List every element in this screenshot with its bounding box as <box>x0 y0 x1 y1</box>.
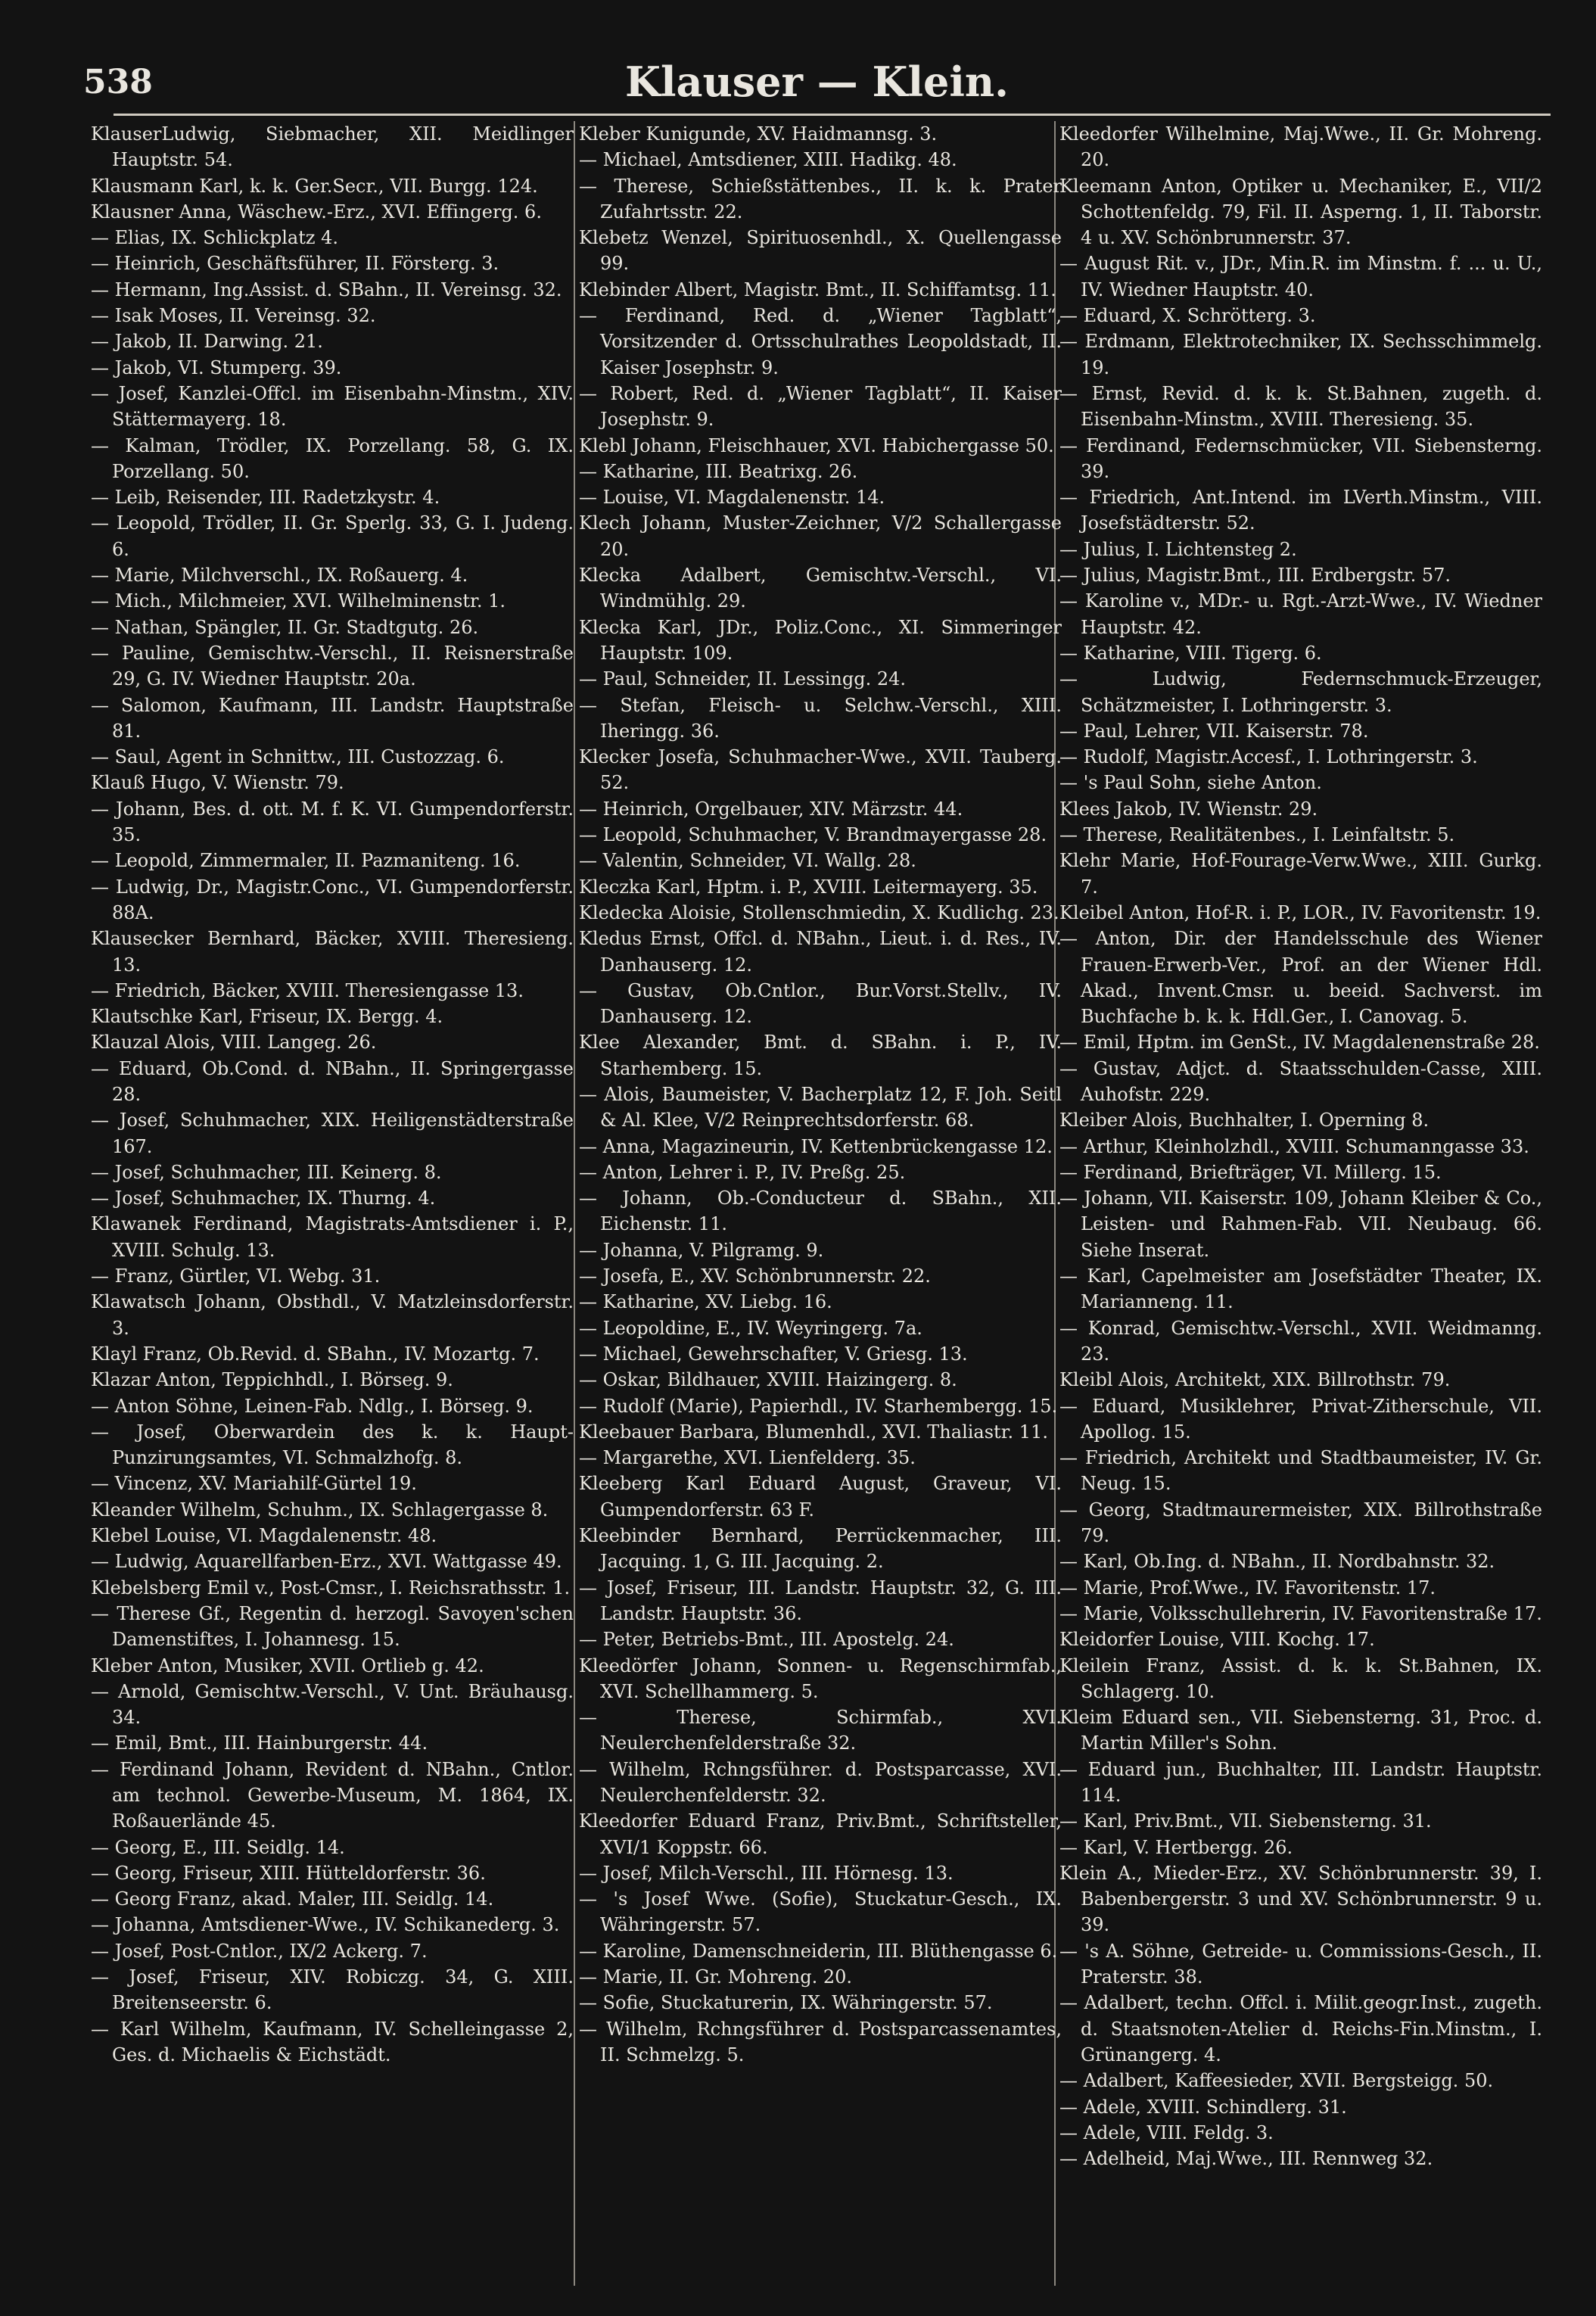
directory-entry: — Karl, V. Hertbergg. 26. <box>1059 1836 1293 1858</box>
directory-entry: — Johann, Bes. d. ott. M. f. K. VI. Gumpendorferstr. 35. <box>91 798 574 846</box>
directory-entry: — Katharine, III. Beatrixg. 26. <box>579 460 858 482</box>
directory-entry: — Ludwig, Dr., Magistr.Conc., VI. Gumpendorferstr. 88A. <box>91 876 574 923</box>
directory-entry: — Nathan, Spängler, II. Gr. Stadtgutg. 26. <box>91 616 479 638</box>
directory-entry: — Therese, Schießstättenbes., II. k. k. Prater Zufahrtsstr. 22. <box>579 175 1062 223</box>
directory-entry: Kleibl Alois, Architekt, XIX. Billrothstr. 79. <box>1059 1369 1451 1391</box>
directory-entry: — Josef, Schuhmacher, III. Keinerg. 8. <box>91 1161 442 1183</box>
directory-entry: — Johann, Ob.-Conducteur d. SBahn., XII. Eichenstr. 11. <box>579 1188 1062 1235</box>
directory-entry: Kleber Anton, Musiker, XVII. Ortlieb g. 42. <box>91 1655 484 1676</box>
directory-entry: — Vincenz, XV. Mariahilf-Gürtel 19. <box>91 1473 417 1495</box>
directory-entry: — Emil, Bmt., III. Hainburgerstr. 44. <box>91 1732 428 1754</box>
directory-entry: — Josef, Oberwardein des k. k. Haupt-Punzirungsamtes, VI. Schmalzhofg. 8. <box>91 1421 574 1469</box>
directory-entry: — Georg, Stadtmaurermeister, XIX. Billrothstraße 79. <box>1059 1499 1542 1547</box>
directory-entry: — Johann, VII. Kaiserstr. 109, Johann Kleiber & Co., Leisten- und Rahmen-Fab. VII. Neubaug. 66. Siehe Inserat. <box>1059 1188 1542 1261</box>
directory-entry: — Adalbert, Kaffeesieder, XVII. Bergsteigg. 50. <box>1059 2070 1494 2092</box>
directory-entry: — Erdmann, Elektrotechniker, IX. Sechsschimmelg. 19. <box>1059 331 1542 378</box>
directory-entry: Kleedorfer Wilhelmine, Maj.Wwe., II. Gr. Mohreng. 20. <box>1059 123 1542 171</box>
directory-entry: — Karl Wilhelm, Kaufmann, IV. Schelleingasse 2, Ges. d. Michaelis & Eichstädt. <box>91 2018 574 2065</box>
directory-entry: — Wilhelm, Rchngsführer d. Postsparcassenamtes, II. Schmelzg. 5. <box>579 2018 1062 2065</box>
directory-entry: — Hermann, Ing.Assist. d. SBahn., II. Vereinsg. 32. <box>91 279 562 300</box>
directory-entry: Klech Johann, Muster-Zeichner, V/2 Schallergasse 20. <box>579 512 1062 560</box>
directory-entry: — Josefa, E., XV. Schönbrunnerstr. 22. <box>579 1265 931 1287</box>
directory-entry: — Karl, Capelmeister am Josefstädter Theater, IX. Marianneng. 11. <box>1059 1265 1542 1313</box>
directory-entry: Kledus Ernst, Offcl. d. NBahn., Lieut. i. d. Res., IV. Danhauserg. 12. <box>579 928 1062 976</box>
directory-entry: — Ferdinand, Federnschmücker, VII. Siebensterng. 39. <box>1059 434 1542 482</box>
directory-entry: — 's Josef Wwe. (Sofie), Stuckatur-Gesch., IX. Währingerstr. 57. <box>579 1888 1062 1936</box>
directory-entry: — Michael, Amtsdiener, XIII. Hadikg. 48. <box>579 149 957 171</box>
directory-entry: Klebelsberg Emil v., Post-Cmsr., I. Reichsrathsstr. 1. <box>91 1577 571 1598</box>
directory-entry: — Robert, Red. d. „Wiener Tagblatt“, II. Kaiser Josephstr. 9. <box>579 382 1062 431</box>
directory-entry: Klauß Hugo, V. Wienstr. 79. <box>91 772 344 794</box>
directory-entry: — Karl, Priv.Bmt., VII. Siebensterng. 31. <box>1059 1810 1432 1832</box>
directory-entry: — Saul, Agent in Schnittw., III. Custozzag. 6. <box>91 746 505 768</box>
directory-entry: — Paul, Schneider, II. Lessingg. 24. <box>579 668 907 690</box>
directory-entry: — Heinrich, Geschäftsführer, II. Försterg. 3. <box>91 253 499 275</box>
directory-entry: — Ferdinand Johann, Revident d. NBahn., Cntlor. am technol. Gewerbe-Museum, M. 1864, IX. Roßauerlände 45. <box>91 1758 574 1832</box>
directory-entry: Klein A., Mieder-Erz., XV. Schönbrunnerstr. 39, I. Babenbergerstr. 3 und XV. Schönbrunnerstr. 9 u. 39. <box>1059 1862 1542 1936</box>
column-left <box>91 121 574 2301</box>
directory-entry: Kleebauer Barbara, Blumenhdl., XVI. Thaliastr. 11. <box>579 1421 1048 1443</box>
directory-entry: — Stefan, Fleisch- u. Selchw.-Verschl., XIII. Iheringg. 36. <box>579 694 1062 742</box>
directory-entry: Kleedörfer Johann, Sonnen- u. Regenschirmfab., XVI. Schellhammerg. 5. <box>579 1655 1062 1702</box>
directory-entry: — Eduard, Ob.Cond. d. NBahn., II. Springergasse 28. <box>91 1057 574 1105</box>
directory-entry: Klehr Marie, Hof-Fourage-Verw.Wwe., XIII. Gurkg. 7. <box>1059 850 1542 898</box>
directory-entry: — Arthur, Kleinholzhdl., XVIII. Schumanngasse 33. <box>1059 1135 1529 1157</box>
directory-entry: — Josef, Milch-Verschl., III. Hörnesg. 13. <box>579 1862 954 1884</box>
directory-entry: — Therese, Realitätenbes., I. Leinfaltstr. 5. <box>1059 824 1455 846</box>
directory-entry: — Leopoldine, E., IV. Weyringerg. 7a. <box>579 1317 922 1339</box>
directory-entry: — Leopold, Zimmermaler, II. Pazmaniteng. 16. <box>91 850 521 872</box>
directory-entry: — Eduard, Musiklehrer, Privat-Zitherschule, VII. Apollog. 15. <box>1059 1395 1542 1443</box>
page-header <box>83 44 1551 120</box>
directory-entry: Klausner Anna, Wäschew.-Erz., XVI. Effingerg. 6. <box>91 201 542 223</box>
directory-entry: — 's A. Söhne, Getreide- u. Commissions-Gesch., II. Praterstr. 38. <box>1059 1940 1542 1988</box>
directory-entry: Kleibel Anton, Hof-R. i. P., LOR., IV. Favoritenstr. 19. <box>1059 901 1542 923</box>
directory-entry: — Ernst, Revid. d. k. k. St.Bahnen, zugeth. d. Eisenbahn-Minstm., XVIII. Theresieng. 35. <box>1059 382 1542 431</box>
directory-entry: Klausecker Bernhard, Bäcker, XVIII. Theresieng. 13. <box>91 928 574 976</box>
directory-entry: Klauzal Alois, VIII. Langeg. 26. <box>91 1032 377 1054</box>
directory-entry: — Josef, Post-Cntlor., IX/2 Ackerg. 7. <box>91 1940 428 1962</box>
directory-entry: Klawanek Ferdinand, Magistrats-Amtsdiener i. P., XVIII. Schulg. 13. <box>91 1213 574 1261</box>
directory-entry: Klayl Franz, Ob.Revid. d. SBahn., IV. Mozartg. 7. <box>91 1343 540 1365</box>
directory-entry: — Kalman, Trödler, IX. Porzellang. 58, G. IX. Porzellang. 50. <box>91 434 574 482</box>
directory-entry: Klees Jakob, IV. Wienstr. 29. <box>1059 798 1318 820</box>
directory-entry: — Julius, Magistr.Bmt., III. Erdbergstr. 57. <box>1059 565 1451 587</box>
directory-entry: — Alois, Baumeister, V. Bacherplatz 12, F. Joh. Seitl & Al. Klee, V/2 Reinprechtsdorferstr. 68. <box>579 1083 1062 1132</box>
directory-entry: — Sofie, Stuckaturerin, IX. Währingerstr. 57. <box>579 1992 993 2014</box>
directory-entry: — Katharine, XV. Liebg. 16. <box>579 1291 832 1313</box>
directory-entry: — Anton, Lehrer i. P., IV. Preßg. 25. <box>579 1161 906 1183</box>
directory-entry: — Gustav, Adjct. d. Staatsschulden-Casse, XIII. Auhofstr. 229. <box>1059 1057 1542 1105</box>
directory-entry: — Therese Gf., Regentin d. herzogl. Savoyen'schen Damenstiftes, I. Johannesg. 15. <box>91 1602 574 1651</box>
directory-entry: — Ferdinand, Red. d. „Wiener Tagblatt“, Vorsitzender d. Ortsschulrathes Leopoldstadt, II. Kaiser Josephstr. 9. <box>579 305 1062 378</box>
directory-entry: — Georg, Friseur, XIII. Hütteldorferstr. 36. <box>91 1862 486 1884</box>
directory-entry: Klebinder Albert, Magistr. Bmt., II. Schiffamtsg. 11. <box>579 279 1056 300</box>
directory-entry: Kleedorfer Eduard Franz, Priv.Bmt., Schriftsteller, XVI/1 Koppstr. 66. <box>579 1810 1062 1858</box>
directory-entry: Klee Alexander, Bmt. d. SBahn. i. P., IV. Starhemberg. 15. <box>579 1032 1062 1079</box>
directory-entry: — Ludwig, Aquarellfarben-Erz., XVI. Wattgasse 49. <box>91 1551 562 1573</box>
directory-entry: — Isak Moses, II. Vereinsg. 32. <box>91 305 376 327</box>
directory-entry: — Rudolf, Magistr.Accesf., I. Lothringerstr. 3. <box>1059 746 1478 768</box>
directory-entry: Klawatsch Johann, Obsthdl., V. Matzleinsdorferstr. 3. <box>91 1291 574 1339</box>
directory-entry: Kleber Kunigunde, XV. Haidmannsg. 3. <box>579 123 938 145</box>
directory-entry: Kledecka Aloisie, Stollenschmiedin, X. Kudlichg. 23. <box>579 901 1059 923</box>
directory-entry: — Anton, Dir. der Handelsschule des Wiener Frauen-Erwerb-Ver., Prof. an der Wiener Hdl. Akad., Invent.Cmsr. u. beeid. Sachverst. im Buchfache b. k. k. Hdl.Ger., I. Canovag. 5. <box>1059 928 1542 1028</box>
directory-entry: — Josef, Schuhmacher, IX. Thurng. 4. <box>91 1188 436 1209</box>
directory-entry: — Georg Franz, akad. Maler, III. Seidlg. 14. <box>91 1888 494 1910</box>
directory-entry: Kleeberg Karl Eduard August, Graveur, VI. Gumpendorferstr. 63 F. <box>579 1473 1062 1521</box>
directory-entry: — Karoline, Damenschneiderin, III. Blüthengasse 6. <box>579 1940 1058 1962</box>
directory-entry: Kleiber Alois, Buchhalter, I. Operning 8. <box>1059 1110 1430 1132</box>
directory-entry: Klebetz Wenzel, Spirituosenhdl., X. Quellengasse 99. <box>579 227 1062 275</box>
directory-entry: Klebl Johann, Fleischhauer, XVI. Habichergasse 50. <box>579 434 1054 456</box>
directory-entry: — 's Paul Sohn, siehe Anton. <box>1059 772 1322 794</box>
directory-entry: — Mich., Milchmeier, XVI. Wilhelminenstr. 1. <box>91 590 506 612</box>
directory-entry: — Valentin, Schneider, VI. Wallg. 28. <box>579 850 916 872</box>
directory-entry: — Michael, Gewehrschafter, V. Griesg. 13. <box>579 1343 968 1365</box>
directory-entry: — Josef, Friseur, III. Landstr. Hauptstr. 32, G. III. Landstr. Hauptstr. 36. <box>579 1577 1062 1624</box>
directory-entry: Kleander Wilhelm, Schuhm., IX. Schlagergasse 8. <box>91 1499 549 1521</box>
directory-entry: — Adalbert, techn. Offcl. i. Milit.geogr.Inst., zugeth. d. Staatsnoten-Atelier d. Reichs-Fin.Minstm., I. Grünangerg. 4. <box>1059 1992 1542 2065</box>
directory-entry: — Adele, XVIII. Schindlerg. 31. <box>1059 2096 1347 2118</box>
directory-entry: — Friedrich, Architekt und Stadtbaumeister, IV. Gr. Neug. 15. <box>1059 1447 1542 1495</box>
directory-entry: Kleczka Karl, Hptm. i. P., XVIII. Leitermayerg. 35. <box>579 876 1038 898</box>
directory-entry: — Karoline v., MDr.- u. Rgt.-Arzt-Wwe., IV. Wiedner Hauptstr. 42. <box>1059 590 1542 638</box>
directory-entry: — Josef, Schuhmacher, XIX. Heiligenstädterstraße 167. <box>91 1110 574 1157</box>
column-right <box>1059 121 1542 2301</box>
directory-entry: KlauserLudwig, Siebmacher, XII. Meidlinger Hauptstr. 54. <box>91 123 574 171</box>
directory-entry: — Johanna, V. Pilgramg. 9. <box>579 1239 824 1261</box>
directory-entry: — Rudolf (Marie), Papierhdl., IV. Starhembergg. 15. <box>579 1395 1058 1417</box>
directory-entry: — Adelheid, Maj.Wwe., III. Rennweg 32. <box>1059 2148 1433 2170</box>
directory-entry: Kleemann Anton, Optiker u. Mechaniker, E., VII/2 Schottenfeldg. 79, Fil. II. Asperng. 1, II. Taborstr. 4 u. XV. Schönbrunnerstr. 37. <box>1059 175 1542 249</box>
directory-entry: Kleebinder Bernhard, Perrückenmacher, III. Jacquing. 1, G. III. Jacquing. 2. <box>579 1525 1062 1573</box>
directory-entry: Klecka Adalbert, Gemischtw.-Verschl., VI. Windmühlg. 29. <box>579 565 1062 612</box>
column-divider <box>574 121 575 2286</box>
directory-entry: Kleidorfer Louise, VIII. Kochg. 17. <box>1059 1629 1375 1651</box>
directory-entry: — Leib, Reisender, III. Radetzkystr. 4. <box>91 487 440 509</box>
directory-entry: Klazar Anton, Teppichhdl., I. Börseg. 9. <box>91 1369 453 1391</box>
directory-entry: — Ludwig, Federnschmuck-Erzeuger, Schätzmeister, I. Lothringerstr. 3. <box>1059 668 1542 716</box>
directory-entry: — Margarethe, XVI. Lienfelderg. 35. <box>579 1447 916 1469</box>
directory-entry: — Georg, E., III. Seidlg. 14. <box>91 1836 345 1858</box>
directory-entry: — Adele, VIII. Feldg. 3. <box>1059 2121 1274 2143</box>
directory-entry: — Jakob, II. Darwing. 21. <box>91 331 323 353</box>
directory-entry: — Anton Söhne, Leinen-Fab. Ndlg., I. Börseg. 9. <box>91 1395 534 1417</box>
directory-entry: — Eduard jun., Buchhalter, III. Landstr. Hauptstr. 114. <box>1059 1758 1542 1806</box>
directory-entry: — Oskar, Bildhauer, XVIII. Haizingerg. 8. <box>579 1369 957 1391</box>
directory-entry: Klecker Josefa, Schuhmacher-Wwe., XVII. Tauberg. 52. <box>579 746 1062 794</box>
directory-entry: — Therese, Schirmfab., XVI. Neulerchenfelderstraße 32. <box>579 1707 1062 1754</box>
directory-entry: — Katharine, VIII. Tigerg. 6. <box>1059 642 1322 664</box>
directory-entry: — Marie, Milchverschl., IX. Roßauerg. 4. <box>91 565 468 587</box>
directory-entry: — August Rit. v., JDr., Min.R. im Minstm. f. ... u. U., IV. Wiedner Hauptstr. 40. <box>1059 253 1542 300</box>
directory-entry: Klecka Karl, JDr., Poliz.Conc., XI. Simmeringer Hauptstr. 109. <box>579 616 1062 664</box>
directory-entry: — Julius, I. Lichtensteg 2. <box>1059 538 1297 560</box>
directory-entry: Kleim Eduard sen., VII. Siebensterng. 31, Proc. d. Martin Miller's Sohn. <box>1059 1707 1542 1754</box>
directory-entry: — Marie, Prof.Wwe., IV. Favoritenstr. 17. <box>1059 1577 1436 1598</box>
directory-entry: — Gustav, Ob.Cntlor., Bur.Vorst.Stellv., IV. Danhauserg. 12. <box>579 979 1062 1028</box>
directory-entry: — Emil, Hptm. im GenSt., IV. Magdalenenstraße 28. <box>1059 1032 1540 1054</box>
directory-entry: — Marie, II. Gr. Mohreng. 20. <box>579 1966 853 1988</box>
directory-entry: — Marie, Volksschullehrerin, IV. Favoritenstraße 17. <box>1059 1602 1542 1624</box>
directory-entry: Kleilein Franz, Assist. d. k. k. St.Bahnen, IX. Schlagerg. 10. <box>1059 1655 1542 1702</box>
directory-entry: — Leopold, Trödler, II. Gr. Sperlg. 33, G. I. Judeng. 6. <box>91 512 574 560</box>
directory-entry: — Heinrich, Orgelbauer, XIV. Märzstr. 44. <box>579 798 963 820</box>
directory-entry: — Josef, Friseur, XIV. Robiczg. 34, G. XIII. Breitenseerstr. 6. <box>91 1966 574 2014</box>
directory-entry: Klautschke Karl, Friseur, IX. Bergg. 4. <box>91 1006 443 1028</box>
directory-entry: — Paul, Lehrer, VII. Kaiserstr. 78. <box>1059 720 1369 742</box>
directory-entry: — Josef, Kanzlei-Offcl. im Eisenbahn-Minstm., XIV. Stättermayerg. 18. <box>91 382 574 431</box>
directory-entry: — Franz, Gürtler, VI. Webg. 31. <box>91 1265 381 1287</box>
directory-entry: — Elias, IX. Schlickplatz 4. <box>91 227 339 249</box>
directory-entry: — Ferdinand, Briefträger, VI. Millerg. 15. <box>1059 1161 1442 1183</box>
header-rule <box>114 114 1551 116</box>
directory-entry: — Salomon, Kaufmann, III. Landstr. Hauptstraße 81. <box>91 694 574 742</box>
directory-entry: — Leopold, Schuhmacher, V. Brandmayergasse 28. <box>579 824 1047 846</box>
column-middle <box>579 121 1062 2301</box>
directory-entry: — Jakob, VI. Stumperg. 39. <box>91 356 342 378</box>
directory-entry: — Friedrich, Ant.Intend. im LVerth.Minstm., VIII. Josefstädterstr. 52. <box>1059 487 1542 534</box>
running-head: Klauser — Klein. <box>625 58 1009 106</box>
directory-entry: — Friedrich, Bäcker, XVIII. Theresiengasse 13. <box>91 979 524 1001</box>
directory-entry: Klebel Louise, VI. Magdalenenstr. 48. <box>91 1525 437 1547</box>
directory-entry: — Johanna, Amtsdiener-Wwe., IV. Schikanederg. 3. <box>91 1914 560 1936</box>
directory-entry: — Arnold, Gemischtw.-Verschl., V. Unt. Bräuhausg. 34. <box>91 1680 574 1729</box>
directory-entry: — Peter, Betriebs-Bmt., III. Apostelg. 24. <box>579 1629 954 1651</box>
directory-entry: Klausmann Karl, k. k. Ger.Secr., VII. Burgg. 124. <box>91 175 538 197</box>
directory-entry: — Karl, Ob.Ing. d. NBahn., II. Nordbahnstr. 32. <box>1059 1551 1495 1573</box>
page-number: 538 <box>83 62 153 101</box>
directory-entry: — Wilhelm, Rchngsführer. d. Postsparcasse, XVI. Neulerchenfelderstr. 32. <box>579 1758 1062 1806</box>
directory-entry: — Anna, Magazineurin, IV. Kettenbrückengasse 12. <box>579 1135 1053 1157</box>
directory-entry: — Pauline, Gemischtw.-Verschl., II. Reisnerstraße 29, G. IV. Wiedner Hauptstr. 20a. <box>91 642 574 690</box>
directory-entry: — Louise, VI. Magdalenenstr. 14. <box>579 487 885 509</box>
directory-entry: — Konrad, Gemischtw.-Verschl., XVII. Weidmanng. 23. <box>1059 1317 1542 1365</box>
directory-entry: — Eduard, X. Schrötterg. 3. <box>1059 305 1316 327</box>
